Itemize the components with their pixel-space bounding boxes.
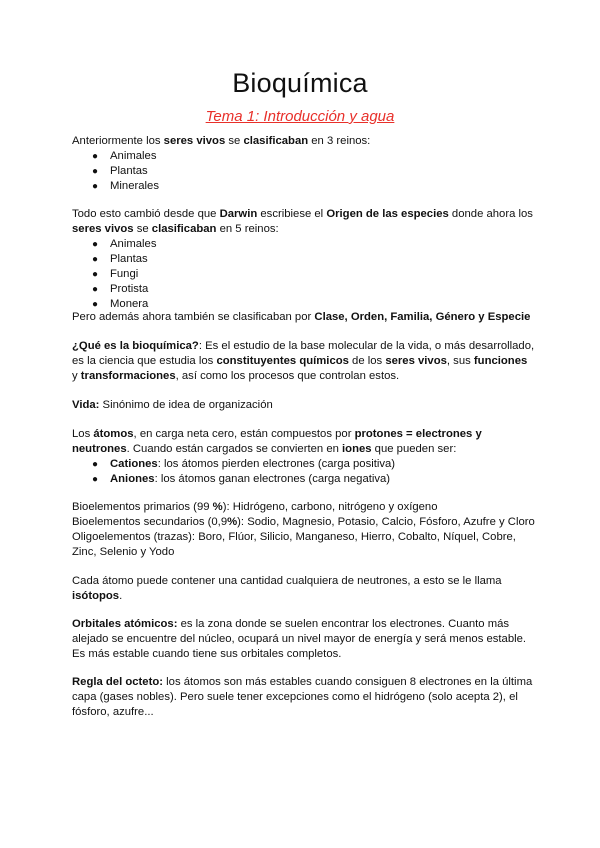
orbitales-paragraph: Orbitales atómicos: es la zona donde se suelen encontrar los electrones. Cuanto más bbox=[72, 618, 510, 630]
isotopos-paragraph: Cada átomo puede contener una cantidad cualquiera de neutrones, a esto se le llama bbox=[72, 575, 502, 587]
bullet-icon: ● bbox=[92, 181, 99, 192]
bioquimica-paragraph-line3: y transformaciones, así como los procesos que controlan estos. bbox=[72, 370, 400, 382]
bullet-icon: ● bbox=[92, 269, 99, 280]
list-item: ● Protista bbox=[92, 283, 149, 295]
bullet-icon: ● bbox=[92, 151, 99, 162]
octeto-paragraph: Regla del octeto: los átomos son más estables cuando consiguen 8 electrones en la última bbox=[72, 676, 533, 688]
atomos-paragraph: Los átomos, en carga neta cero, están compuestos por protones = electrones y bbox=[72, 428, 482, 440]
list-item: ● Animales bbox=[92, 238, 157, 250]
list-item: ● Cationes: los átomos pierden electrones (carga positiva) bbox=[92, 458, 396, 470]
octeto-paragraph-line2: capa (gases nobles). Pero suele tener excepciones como el hidrógeno (solo acepta 2), el bbox=[72, 691, 518, 703]
octeto-paragraph-line3: fósforo, azufre... bbox=[72, 706, 154, 718]
bullet-icon: ● bbox=[92, 166, 99, 177]
bioelementos-primarios: Bioelementos primarios (99 %): Hidrógeno, carbono, nitrógeno y oxígeno bbox=[72, 501, 438, 513]
list-item: ● Animales bbox=[92, 150, 157, 162]
intro-paragraph: Anteriormente los seres vivos se clasificaban en 3 reinos: bbox=[72, 135, 371, 147]
bullet-icon: ● bbox=[92, 459, 99, 470]
orbitales-paragraph-line3: Es más estable cuando tiene sus orbitales completos. bbox=[72, 648, 342, 660]
bullet-icon: ● bbox=[92, 284, 99, 295]
bioelementos-secundarios: Bioelementos secundarios (0,9%): Sodio, Magnesio, Potasio, Calcio, Fósforo, Azufre y Cloro bbox=[72, 516, 535, 528]
list-item: ● Plantas bbox=[92, 253, 148, 265]
bioquimica-paragraph-line2: es la ciencia que estudia los constituyentes químicos de los seres vivos, sus funciones bbox=[72, 355, 528, 367]
bullet-icon: ● bbox=[92, 239, 99, 250]
vida-paragraph: Vida: Sinónimo de idea de organización bbox=[72, 399, 273, 411]
atomos-paragraph-line2: neutrones. Cuando están cargados se convierten en iones que pueden ser: bbox=[72, 443, 457, 455]
document-subtitle: Tema 1: Introducción y agua bbox=[205, 108, 395, 125]
isotopos-paragraph-line2: isótopos. bbox=[72, 590, 123, 602]
list-item: ● Fungi bbox=[92, 268, 139, 280]
taxonomy-paragraph: Pero además ahora también se clasificaban por Clase, Orden, Familia, Género y Especie bbox=[72, 311, 531, 323]
darwin-paragraph-line2: seres vivos se clasificaban en 5 reinos: bbox=[72, 223, 279, 235]
document-title: Bioquímica bbox=[232, 68, 368, 98]
bullet-icon: ● bbox=[92, 254, 99, 265]
bullet-icon: ● bbox=[92, 299, 99, 310]
darwin-paragraph: Todo esto cambió desde que Darwin escribiese el Origen de las especies donde ahora los bbox=[72, 208, 533, 220]
bioquimica-paragraph: ¿Qué es la bioquímica?: Es el estudio de la base molecular de la vida, o más desarrollado, bbox=[72, 340, 535, 352]
oligoelementos-line2: Zinc, Selenio y Yodo bbox=[72, 546, 175, 558]
list-item: ● Monera bbox=[92, 298, 149, 310]
bullet-icon: ● bbox=[92, 474, 99, 485]
list-item: ● Plantas bbox=[92, 165, 148, 177]
list-item: ● Minerales bbox=[92, 180, 159, 192]
orbitales-paragraph-line2: alejado se encuentre del núcleo, ocupará un nivel mayor de energía y será menos estable. bbox=[72, 633, 527, 645]
list-item: ● Aniones: los átomos ganan electrones (carga negativa) bbox=[92, 473, 391, 485]
oligoelementos: Oligoelementos (trazas): Boro, Flúor, Silicio, Manganeso, Hierro, Cobalto, Níquel, Cobre, bbox=[72, 531, 516, 543]
